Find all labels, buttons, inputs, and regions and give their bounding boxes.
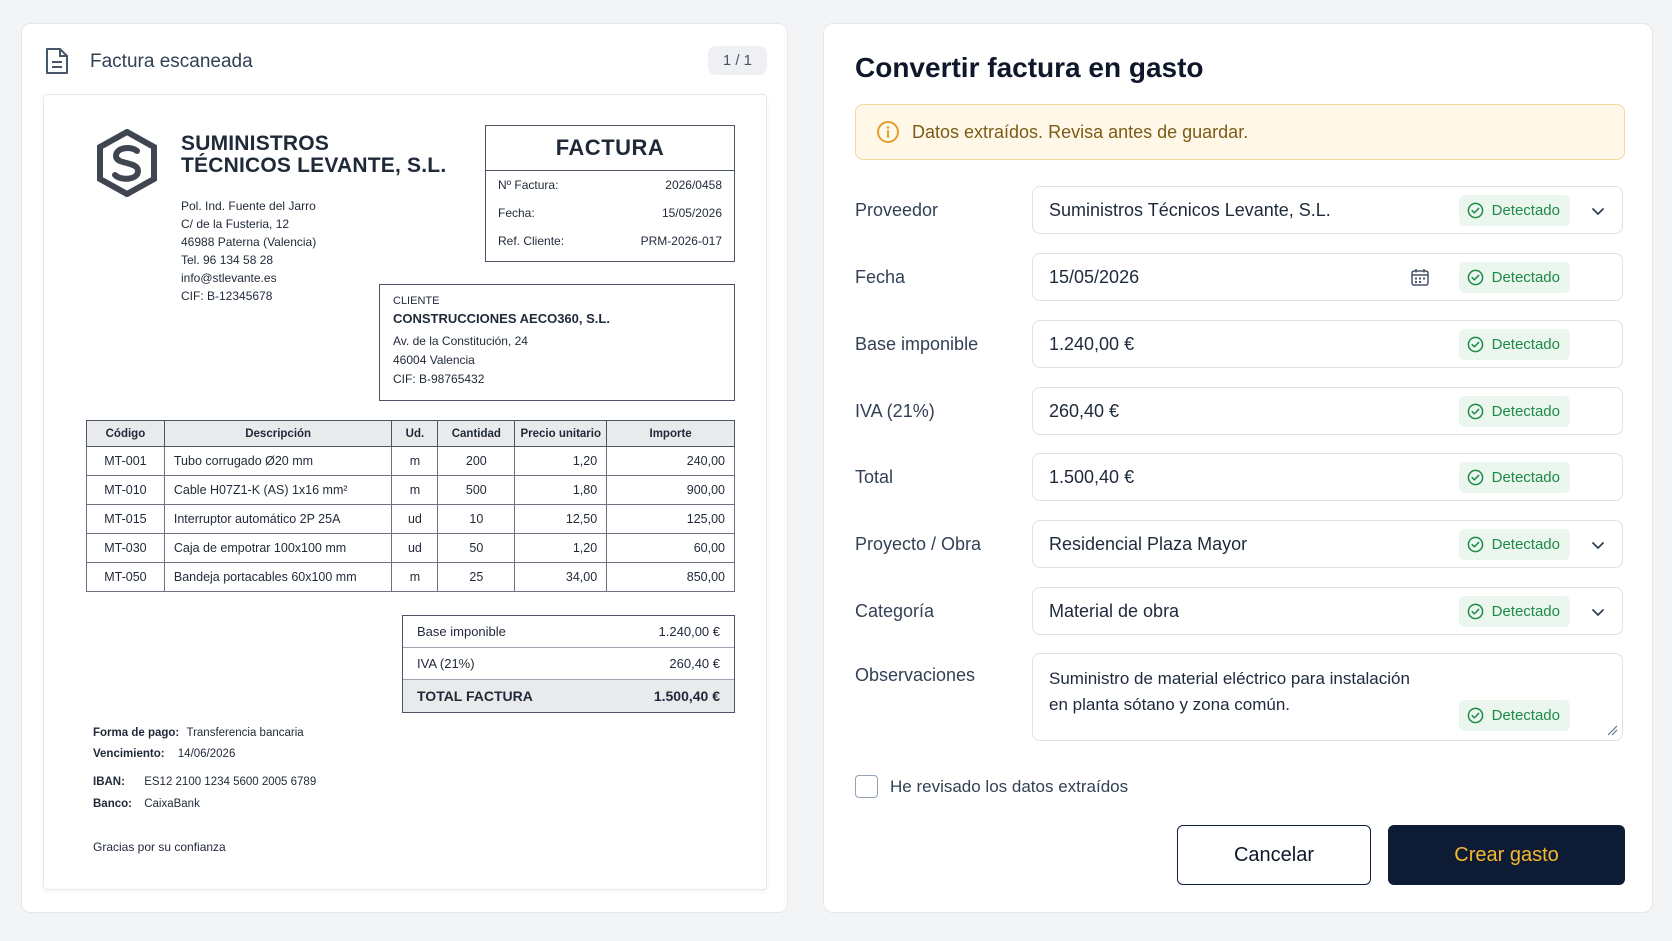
table-cell: 125,00 <box>607 505 735 534</box>
form-title: Convertir factura en gasto <box>855 52 1204 83</box>
field-row-total <box>855 453 1625 501</box>
address-line: C/ de la Fusteria, 12 <box>181 217 290 231</box>
detected-badge <box>1459 195 1570 226</box>
client-cif-line: CIF: B-98765432 <box>393 372 485 386</box>
table-header-row <box>87 421 735 447</box>
table-cell: Bandeja portacables 60x100 mm <box>164 563 392 592</box>
column-header: Precio unitario <box>515 421 607 447</box>
table-cell: MT-030 <box>87 534 165 563</box>
table-cell: MT-010 <box>87 476 165 505</box>
table-row <box>87 476 735 505</box>
field-row-fecha <box>855 253 1625 301</box>
invoice-items-table <box>86 420 735 592</box>
table-cell: MT-015 <box>87 505 165 534</box>
check-circle-icon <box>1467 336 1484 353</box>
table-cell: m <box>392 447 438 476</box>
field-row-iva <box>855 387 1625 435</box>
total-amount-input[interactable] <box>1032 453 1623 501</box>
table-cell: 200 <box>438 447 515 476</box>
payment-value: CaixaBank <box>144 798 200 810</box>
address-line: 46988 Paterna (Valencia) <box>181 235 317 249</box>
field-value: Residencial Plaza Mayor <box>1049 533 1248 554</box>
company-name-line2: TÉCNICOS LEVANTE, S.L. <box>181 154 447 177</box>
detected-badge <box>1459 462 1570 493</box>
client-name: CONSTRUCCIONES AECO360, S.L. <box>393 311 610 326</box>
column-header: Descripción <box>164 421 392 447</box>
badge-label: Detectado <box>1491 707 1560 724</box>
table-cell: 50 <box>438 534 515 563</box>
invoice-meta-box <box>485 125 735 262</box>
client-address-line: Av. de la Constitución, 24 <box>393 334 528 348</box>
field-label: Base imponible <box>855 333 979 354</box>
table-cell: 34,00 <box>515 563 607 592</box>
base-total-row <box>403 616 734 648</box>
table-cell: 10 <box>438 505 515 534</box>
client-label: CLIENTE <box>393 295 440 307</box>
badge-label: Detectado <box>1491 603 1560 620</box>
field-row-proveedor <box>855 186 1625 234</box>
category-select[interactable] <box>1032 587 1623 635</box>
table-cell: 60,00 <box>607 534 735 563</box>
payment-label: Forma de pago: <box>93 727 180 739</box>
field-label: Proyecto / Obra <box>855 533 982 554</box>
meta-label: Fecha: <box>498 206 535 220</box>
table-cell: m <box>392 563 438 592</box>
thanks-note: Gracias por su confianza <box>93 840 226 854</box>
check-circle-icon <box>1467 403 1484 420</box>
table-cell: 1,80 <box>515 476 607 505</box>
badge-label: Detectado <box>1491 202 1560 219</box>
meta-label: Nº Factura: <box>498 178 559 192</box>
total-value: 260,40 € <box>669 656 720 671</box>
table-cell: 500 <box>438 476 515 505</box>
client-ref-row <box>486 227 734 255</box>
chevron-down-icon[interactable] <box>1590 203 1606 219</box>
cif-line: CIF: B-12345678 <box>181 289 273 303</box>
bank <box>93 798 200 810</box>
meta-value: 15/05/2026 <box>661 206 722 220</box>
table-row <box>87 534 735 563</box>
expense-form-panel <box>823 23 1653 913</box>
client-address-line: 46004 Valencia <box>393 353 475 367</box>
column-header: Cantidad <box>438 421 515 447</box>
cancel-button[interactable]: Cancelar <box>1177 825 1371 885</box>
field-row-categoria <box>855 587 1625 635</box>
company-address <box>181 197 316 305</box>
table-cell: 900,00 <box>607 476 735 505</box>
total-label: TOTAL FACTURA <box>417 688 533 704</box>
badge-label: Detectado <box>1491 336 1560 353</box>
table-cell: MT-050 <box>87 563 165 592</box>
document-icon <box>44 46 72 78</box>
phone-line: Tel. 96 134 58 28 <box>181 253 274 267</box>
company-name <box>181 133 446 177</box>
invoice-totals <box>402 615 735 713</box>
notes-textarea[interactable] <box>1032 653 1623 741</box>
iban <box>93 776 316 788</box>
email-line: info@stlevante.es <box>181 271 277 285</box>
table-cell: Tubo corrugado Ø20 mm <box>164 447 392 476</box>
detected-badge <box>1459 596 1570 627</box>
alert-message: Datos extraídos. Revisa antes de guardar. <box>912 121 1249 142</box>
table-cell: m <box>392 476 438 505</box>
due-date <box>93 748 235 760</box>
payment-method <box>93 727 304 739</box>
payment-value: Transferencia bancaria <box>186 727 304 739</box>
total-label: Base imponible <box>417 624 506 639</box>
field-value: 1.240,00 € <box>1049 333 1135 354</box>
calendar-icon[interactable] <box>1410 267 1430 287</box>
scanned-invoice-panel <box>21 23 788 913</box>
table-cell: 1,20 <box>515 447 607 476</box>
resize-handle-icon[interactable] <box>1606 724 1618 736</box>
table-cell: Cable H07Z1-K (AS) 1x16 mm² <box>164 476 392 505</box>
check-circle-icon <box>1467 536 1484 553</box>
table-row <box>87 447 735 476</box>
invoice-document <box>43 94 767 890</box>
chevron-down-icon[interactable] <box>1590 537 1606 553</box>
table-cell: 850,00 <box>607 563 735 592</box>
extraction-alert <box>855 104 1625 160</box>
column-header: Importe <box>607 421 735 447</box>
info-icon <box>876 120 900 144</box>
iva-total-row <box>403 648 734 680</box>
field-row-observaciones <box>855 653 1625 741</box>
table-row <box>87 505 735 534</box>
field-row-base <box>855 320 1625 368</box>
field-label: IVA (21%) <box>855 400 935 421</box>
base-amount-input[interactable] <box>1032 320 1623 368</box>
table-cell: MT-001 <box>87 447 165 476</box>
table-cell: ud <box>392 534 438 563</box>
meta-value: 2026/0458 <box>665 178 722 192</box>
supplier-select[interactable] <box>1032 186 1623 234</box>
company-name-line1: SUMINISTROS <box>181 132 330 155</box>
iva-amount-input[interactable] <box>1032 387 1623 435</box>
field-label: Fecha <box>855 266 906 287</box>
badge-label: Detectado <box>1491 403 1560 420</box>
table-cell: 25 <box>438 563 515 592</box>
page-indicator: 1 / 1 <box>708 46 767 75</box>
check-circle-icon <box>1467 202 1484 219</box>
meta-value: PRM-2026-017 <box>640 234 722 248</box>
table-cell: Caja de empotrar 100x100 mm <box>164 534 392 563</box>
table-cell: 240,00 <box>607 447 735 476</box>
field-value: 15/05/2026 <box>1049 266 1140 287</box>
detected-badge <box>1459 529 1570 560</box>
field-value: Material de obra <box>1049 600 1180 621</box>
payment-value: ES12 2100 1234 5600 2005 6789 <box>144 776 317 788</box>
field-value: Suministros Técnicos Levante, S.L. <box>1049 199 1331 220</box>
project-select[interactable] <box>1032 520 1623 568</box>
meta-label: Ref. Cliente: <box>498 234 565 248</box>
client-box <box>379 284 735 401</box>
payment-value: 14/06/2026 <box>177 748 236 760</box>
table-cell: 1,20 <box>515 534 607 563</box>
create-expense-button[interactable]: Crear gasto <box>1388 825 1625 885</box>
total-label: IVA (21%) <box>417 656 475 671</box>
company-logo-icon <box>96 129 158 197</box>
detected-badge <box>1459 262 1570 293</box>
review-checkbox-label[interactable]: He revisado los datos extraídos <box>890 776 1129 796</box>
chevron-down-icon[interactable] <box>1590 604 1606 620</box>
field-value: 1.500,40 € <box>1049 466 1135 487</box>
invoice-number-row <box>486 171 734 199</box>
address-line: Pol. Ind. Fuente del Jarro <box>181 199 316 213</box>
table-cell: ud <box>392 505 438 534</box>
review-checkbox[interactable] <box>855 775 878 798</box>
scanned-invoice-title: Factura escaneada <box>90 51 253 72</box>
detected-badge <box>1459 700 1570 731</box>
payment-label: IBAN: <box>93 776 125 788</box>
check-circle-icon <box>1467 603 1484 620</box>
review-checkbox-row[interactable] <box>855 775 1128 798</box>
payment-label: Banco: <box>93 798 132 810</box>
scanned-invoice-header <box>44 44 767 80</box>
badge-label: Detectado <box>1491 269 1560 286</box>
table-row <box>87 563 735 592</box>
table-cell: Interruptor automático 2P 25A <box>164 505 392 534</box>
table-cell: 12,50 <box>515 505 607 534</box>
detected-badge <box>1459 329 1570 360</box>
badge-label: Detectado <box>1491 469 1560 486</box>
total-value: 1.500,40 € <box>653 688 720 704</box>
field-label: Total <box>855 466 894 487</box>
invoice-date-row <box>486 199 734 227</box>
grand-total-row <box>403 680 734 712</box>
column-header: Código <box>87 421 165 447</box>
field-row-proyecto <box>855 520 1625 568</box>
check-circle-icon <box>1467 707 1484 724</box>
check-circle-icon <box>1467 469 1484 486</box>
total-value: 1.240,00 € <box>658 624 720 639</box>
field-value: 260,40 € <box>1049 400 1120 421</box>
field-label: Proveedor <box>855 199 939 220</box>
field-value: Suministro de material eléctrico para instalación en planta sótano y zona común. <box>1049 669 1410 714</box>
field-label: Observaciones <box>855 665 976 685</box>
date-input[interactable] <box>1032 253 1623 301</box>
detected-badge <box>1459 396 1570 427</box>
invoice-doc-title: FACTURA <box>486 126 734 171</box>
field-label: Categoría <box>855 600 935 621</box>
payment-label: Vencimiento: <box>93 748 165 760</box>
check-circle-icon <box>1467 269 1484 286</box>
badge-label: Detectado <box>1491 536 1560 553</box>
column-header: Ud. <box>392 421 438 447</box>
